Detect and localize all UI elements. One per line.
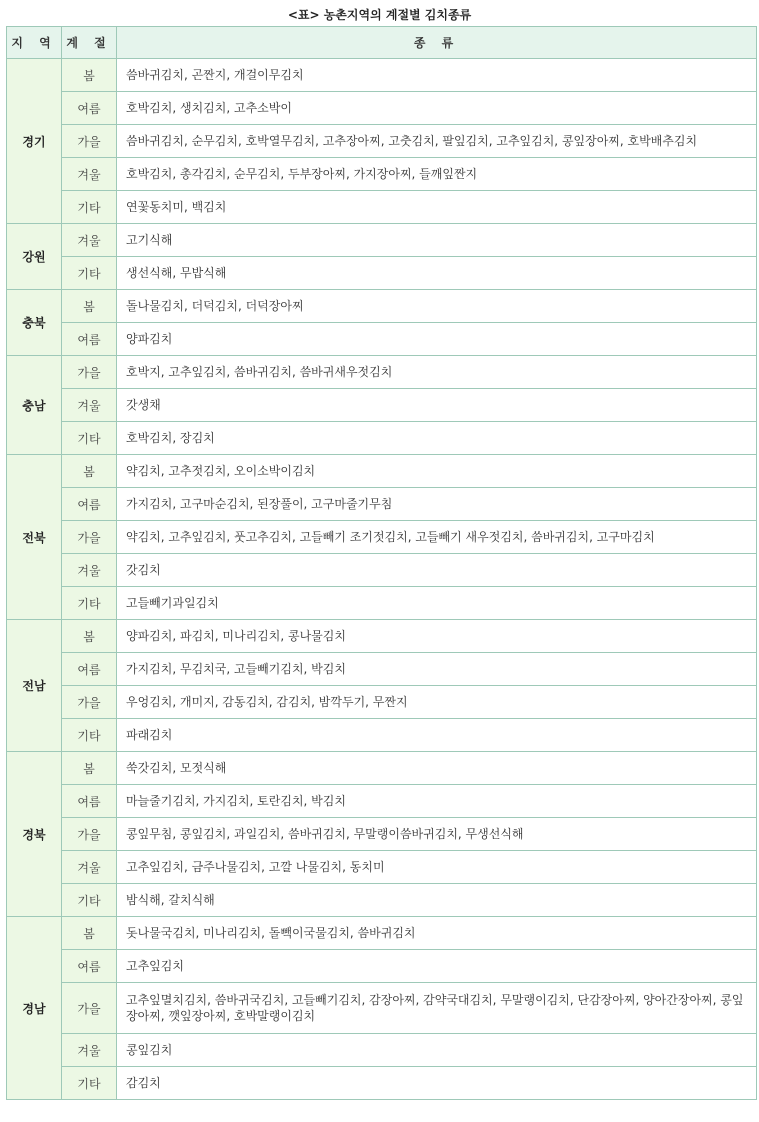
kimchi-list-cell: 갓김치: [117, 554, 757, 587]
table-row: [7, 1067, 757, 1100]
season-cell: 봄: [62, 290, 117, 323]
kimchi-list-cell: 갓생채: [117, 389, 757, 422]
kimchi-list-cell: 씀바귀김치, 곤짠지, 개걸이무김치: [117, 59, 757, 92]
kimchi-list-cell: 양파김치, 파김치, 미나리김치, 콩나물김치: [117, 620, 757, 653]
kimchi-list-cell: 고추잎김치, 금주나물김치, 고깔 나물김치, 동치미: [117, 851, 757, 884]
table-row: [7, 389, 757, 422]
region-cell: 경기: [7, 59, 62, 224]
region-cell: 충북: [7, 290, 62, 356]
season-cell: 봄: [62, 59, 117, 92]
table-row: [7, 818, 757, 851]
season-cell: 겨울: [62, 224, 117, 257]
table-row: [7, 719, 757, 752]
table-row: [7, 224, 757, 257]
kimchi-list-cell: 감김치: [117, 1067, 757, 1100]
table-row: [7, 587, 757, 620]
season-cell: 겨울: [62, 158, 117, 191]
kimchi-list-cell: 호박김치, 장김치: [117, 422, 757, 455]
season-cell: 기타: [62, 884, 117, 917]
kimchi-list-cell: 가지김치, 무김치국, 고들빼기김치, 박김치: [117, 653, 757, 686]
table-row: [7, 653, 757, 686]
table-row: [7, 521, 757, 554]
region-cell: 전남: [7, 620, 62, 752]
kimchi-list-cell: 파래김치: [117, 719, 757, 752]
season-cell: 여름: [62, 785, 117, 818]
season-cell: 가을: [62, 983, 117, 1034]
season-cell: 봄: [62, 917, 117, 950]
header-region: 지 역: [7, 27, 62, 59]
season-cell: 겨울: [62, 389, 117, 422]
season-cell: 겨울: [62, 1034, 117, 1067]
kimchi-list-cell: 고추잎멸치김치, 씀바귀국김치, 고들빼기김치, 감장아찌, 감약국대김치, 무말랭이김치, 단감장아찌, 양아간장아찌, 콩잎장아찌, 깻잎장아찌, 호박말랭이김치: [117, 983, 757, 1034]
kimchi-list-cell: 호박김치, 총각김치, 순무김치, 두부장아찌, 가지장아찌, 들깨잎짠지: [117, 158, 757, 191]
season-cell: 가을: [62, 356, 117, 389]
kimchi-list-cell: 고들빼기과일김치: [117, 587, 757, 620]
season-cell: 기타: [62, 257, 117, 290]
kimchi-list-cell: 양파김치: [117, 323, 757, 356]
season-cell: 여름: [62, 488, 117, 521]
region-cell: 강원: [7, 224, 62, 290]
season-cell: 봄: [62, 455, 117, 488]
season-cell: 여름: [62, 323, 117, 356]
season-cell: 가을: [62, 521, 117, 554]
header-kinds: 종 류: [117, 27, 757, 59]
table-row: [7, 917, 757, 950]
table-row: [7, 983, 757, 1034]
kimchi-list-cell: 호박김치, 생치김치, 고추소박이: [117, 92, 757, 125]
table-row: [7, 257, 757, 290]
kimchi-list-cell: 콩잎무침, 콩잎김치, 과일김치, 씀바귀김치, 무말랭이씀바귀김치, 무생선식해: [117, 818, 757, 851]
kimchi-list-cell: 약김치, 고추젓김치, 오이소박이김치: [117, 455, 757, 488]
kimchi-list-cell: 콩잎김치: [117, 1034, 757, 1067]
region-cell: 전북: [7, 455, 62, 620]
table-row: [7, 356, 757, 389]
season-cell: 겨울: [62, 851, 117, 884]
season-cell: 가을: [62, 125, 117, 158]
table-row: [7, 1034, 757, 1067]
kimchi-list-cell: 고기식해: [117, 224, 757, 257]
kimchi-list-cell: 쑥갓김치, 모젓식해: [117, 752, 757, 785]
season-cell: 가을: [62, 818, 117, 851]
kimchi-list-cell: 가지김치, 고구마순김치, 된장풀이, 고구마줄기무침: [117, 488, 757, 521]
table-row: [7, 125, 757, 158]
table-row: [7, 59, 757, 92]
table-row: [7, 422, 757, 455]
season-cell: 기타: [62, 719, 117, 752]
table-row: [7, 950, 757, 983]
season-cell: 기타: [62, 587, 117, 620]
table-row: [7, 620, 757, 653]
table-row: [7, 290, 757, 323]
kimchi-list-cell: 고추잎김치: [117, 950, 757, 983]
season-cell: 여름: [62, 950, 117, 983]
season-cell: 겨울: [62, 554, 117, 587]
table-row: [7, 158, 757, 191]
kimchi-list-cell: 씀바귀김치, 순무김치, 호박열무김치, 고추장아찌, 고춧김치, 팔잎김치, 고추잎김치, 콩잎장아찌, 호박배추김치: [117, 125, 757, 158]
table-caption: <표> 농촌지역의 계절별 김치종류: [287, 8, 472, 22]
season-cell: 여름: [62, 653, 117, 686]
table-row: [7, 92, 757, 125]
season-cell: 기타: [62, 1067, 117, 1100]
table-row: [7, 488, 757, 521]
table-row: [7, 785, 757, 818]
table-row: [7, 884, 757, 917]
kimchi-table: [6, 26, 757, 1100]
region-cell: 경북: [7, 752, 62, 917]
header-row: [7, 27, 757, 59]
kimchi-list-cell: 돗나물국김치, 미나리김치, 돌빽이국물김치, 씀바귀김치: [117, 917, 757, 950]
table-row: [7, 455, 757, 488]
kimchi-list-cell: 호박지, 고추잎김치, 씀바귀김치, 씀바귀새우젓김치: [117, 356, 757, 389]
table-row: [7, 686, 757, 719]
season-cell: 봄: [62, 620, 117, 653]
kimchi-list-cell: 우엉김치, 개미지, 감동김치, 감김치, 밤깍두기, 무짠지: [117, 686, 757, 719]
season-cell: 기타: [62, 191, 117, 224]
season-cell: 가을: [62, 686, 117, 719]
table-body: [7, 59, 757, 1100]
kimchi-list-cell: 약김치, 고추잎김치, 풋고추김치, 고들빼기 조기젓김치, 고들빼기 새우젓김치, 씀바귀김치, 고구마김치: [117, 521, 757, 554]
season-cell: 기타: [62, 422, 117, 455]
table-row: [7, 323, 757, 356]
kimchi-list-cell: 생선식해, 무밥식해: [117, 257, 757, 290]
kimchi-list-cell: 마늘줄기김치, 가지김치, 토란김치, 박김치: [117, 785, 757, 818]
season-cell: 여름: [62, 92, 117, 125]
kimchi-list-cell: 밤식해, 갈치식해: [117, 884, 757, 917]
table-row: [7, 554, 757, 587]
header-season: 계 절: [62, 27, 117, 59]
table-row: [7, 191, 757, 224]
kimchi-list-cell: 연꽃동치미, 백김치: [117, 191, 757, 224]
table-row: [7, 851, 757, 884]
table-row: [7, 752, 757, 785]
region-cell: 충남: [7, 356, 62, 455]
kimchi-list-cell: 돌나물김치, 더덕김치, 더덕장아찌: [117, 290, 757, 323]
season-cell: 봄: [62, 752, 117, 785]
region-cell: 경남: [7, 917, 62, 1100]
